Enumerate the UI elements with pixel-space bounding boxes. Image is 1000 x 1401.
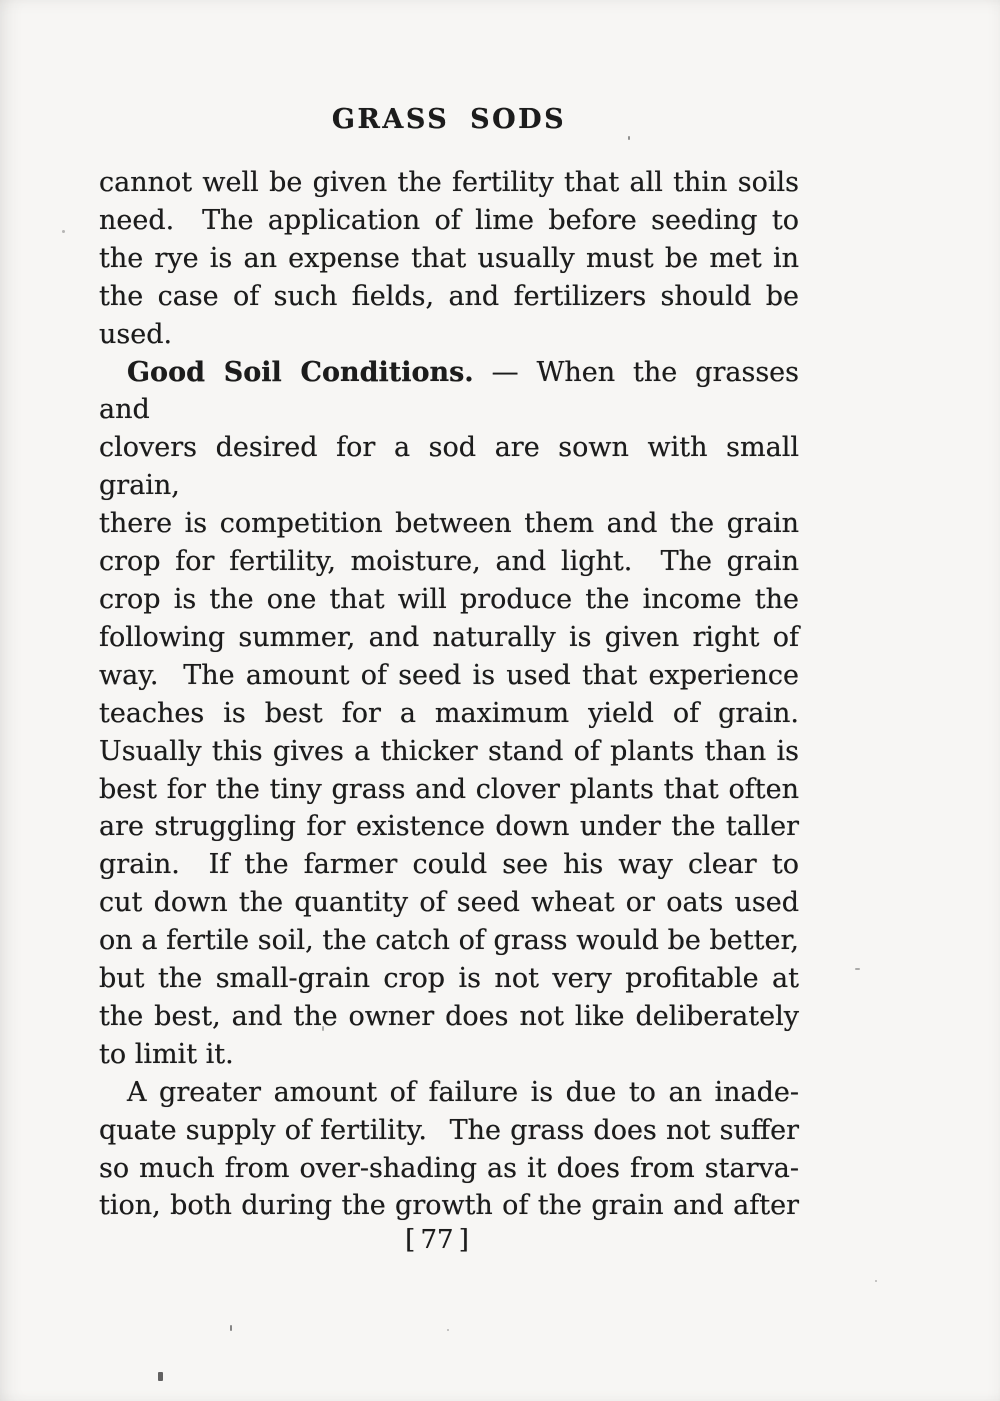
text-line: used. (99, 318, 173, 350)
text-line: crop is the one that will produce the income the (99, 583, 799, 615)
scan-speck (230, 1325, 232, 1331)
paragraph (99, 164, 799, 354)
paragraph (99, 1074, 799, 1226)
text-block (99, 164, 799, 1225)
text-line: clovers desired for a sod are sown with small grain, (99, 432, 799, 502)
text-line: need. The application of lime before seeding to (99, 204, 799, 236)
text-line: best for the tiny grass and clover plants that often (99, 773, 799, 805)
text-line: quate supply of fertility. The grass does not suffer (99, 1114, 799, 1146)
scan-speck (875, 1280, 877, 1282)
text-line: the case of such fields, and fertilizers should be (99, 280, 799, 312)
text-line: the rye is an expense that usually must be met in (99, 242, 799, 274)
text-line: there is competition between them and the grain (99, 508, 799, 540)
text-line: cannot well be given the fertility that all thin soils (99, 167, 799, 198)
text-line: to limit it. (99, 1038, 234, 1070)
scan-speck (855, 968, 860, 970)
text-run: — When the grasses and (99, 356, 800, 426)
text-line: teaches is best for a maximum yield of grain. (99, 697, 799, 729)
scan-speck (158, 1372, 163, 1381)
text-line: way. The amount of seed is used that experience (99, 659, 799, 691)
paragraph-lead-bold: Good Soil Conditions. (127, 356, 474, 388)
text-line: the best, and the owner does not like deliberately (99, 1000, 799, 1032)
text-line: so much from over-shading as it does from starva- (99, 1152, 799, 1184)
text-line: but the small-grain crop is not very profitable at (99, 963, 799, 995)
text-line: grain. If the farmer could see his way clear to (99, 849, 799, 881)
scan-speck (62, 230, 65, 233)
text-line: A greater amount of failure is due to an inade- (127, 1076, 799, 1108)
paragraph (99, 354, 799, 1074)
text-line: on a fertile soil, the catch of grass would be better, (99, 925, 799, 957)
scan-speck (628, 136, 630, 140)
text-line: cut down the quantity of seed wheat or oats used (99, 887, 799, 919)
page-title: GRASS SODS (331, 104, 567, 135)
text-line: following summer, and naturally is given right of (99, 621, 799, 653)
scan-speck (447, 1329, 449, 1331)
text-line: are struggling for existence down under the taller (99, 811, 799, 843)
text-line: tion, both during the growth of the grain and after (99, 1190, 799, 1222)
text-line: crop for fertility, moisture, and light. The grain (99, 546, 799, 578)
text-line (99, 354, 799, 430)
text-line: Usually this gives a thicker stand of plants than is (99, 735, 799, 767)
page-number: [ 77 ] (405, 1225, 469, 1256)
